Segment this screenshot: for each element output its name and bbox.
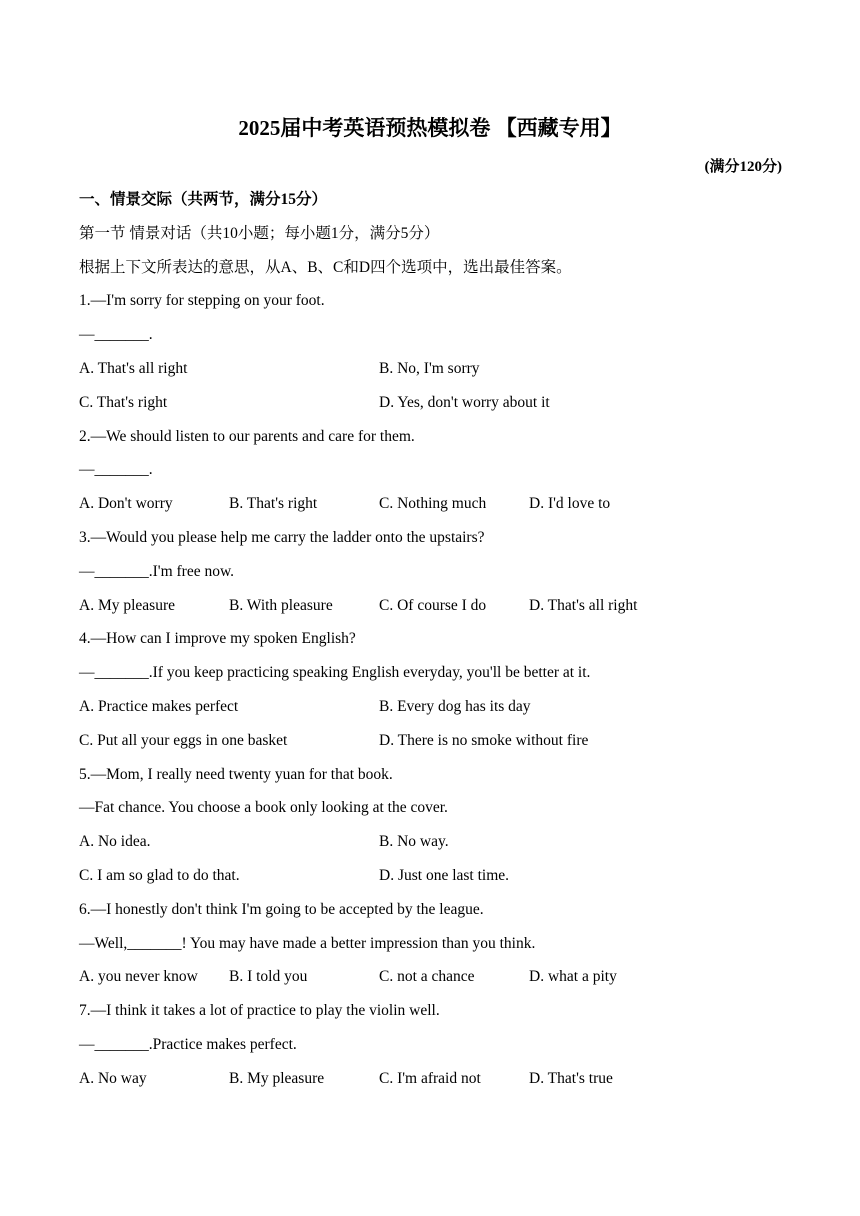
option-b: B. No, I'm sorry xyxy=(379,359,480,377)
option-c: C. I am so glad to do that. xyxy=(79,866,240,884)
option-a: A. No way xyxy=(79,1069,147,1087)
total-score: (满分120分) xyxy=(704,159,782,175)
question-prompt: 5.—Mom, I really need twenty yuan for that book. xyxy=(79,765,393,783)
question-prompt: 6.—I honestly don't think I'm going to be accepted by the league. xyxy=(79,900,484,918)
options-row xyxy=(79,696,799,730)
options-row xyxy=(79,595,799,629)
question-response: —Fat chance. You choose a book only looking at the cover. xyxy=(79,799,448,817)
options-row xyxy=(79,1068,799,1102)
question-response: —_______. xyxy=(79,326,153,344)
options-row xyxy=(79,392,799,426)
option-a: A. Don't worry xyxy=(79,495,173,513)
option-b: B. My pleasure xyxy=(229,1069,325,1087)
option-d: D. That's true xyxy=(529,1069,613,1087)
option-c: C. not a chance xyxy=(379,968,475,986)
part-heading: 第一节 情景对话（共10小题；每小题1分，满分5分） xyxy=(79,224,440,242)
options-row xyxy=(79,966,799,1000)
option-a: A. That's all right xyxy=(79,359,188,377)
question-response: —_______.If you keep practicing speaking English everyday, you'll be better at it. xyxy=(79,664,591,682)
option-d: D. There is no smoke without fire xyxy=(379,731,589,749)
option-a: A. you never know xyxy=(79,968,198,986)
option-b: B. That's right xyxy=(229,495,318,513)
options-row xyxy=(79,831,799,865)
option-b: B. Every dog has its day xyxy=(379,697,531,715)
options-row xyxy=(79,865,799,899)
option-d: D. I'd love to xyxy=(529,495,611,513)
page-title: 2025届中考英语预热模拟卷 【西藏专用】 xyxy=(238,116,622,140)
option-d: D. Yes, don't worry about it xyxy=(379,393,550,411)
option-b: B. No way. xyxy=(379,833,449,851)
options-row xyxy=(79,730,799,764)
option-c: C. That's right xyxy=(79,393,168,411)
option-c: C. Nothing much xyxy=(379,495,487,513)
option-a: A. No idea. xyxy=(79,833,151,851)
option-c: C. I'm afraid not xyxy=(379,1069,481,1087)
section-heading: 一、情景交际（共两节，满分15分） xyxy=(79,191,328,208)
question-prompt: 4.—How can I improve my spoken English? xyxy=(79,630,356,648)
option-a: A. Practice makes perfect xyxy=(79,697,239,715)
option-d: D. what a pity xyxy=(529,968,617,986)
exam-content xyxy=(79,189,799,1102)
question-response: —_______. xyxy=(79,461,153,479)
question-response: —_______.Practice makes perfect. xyxy=(79,1035,297,1053)
option-a: A. My pleasure xyxy=(79,596,175,614)
question-prompt: 7.—I think it takes a lot of practice to play the violin well. xyxy=(79,1002,440,1020)
question-response: —Well,_______! You may have made a better impression than you think. xyxy=(79,934,536,952)
options-row xyxy=(79,493,799,527)
option-d: D. Just one last time. xyxy=(379,866,510,884)
question-response: —_______.I'm free now. xyxy=(79,562,235,580)
option-b: B. I told you xyxy=(229,968,308,986)
option-c: C. Put all your eggs in one basket xyxy=(79,731,288,749)
option-d: D. That's all right xyxy=(529,596,638,614)
question-prompt: 1.—I'm sorry for stepping on your foot. xyxy=(79,292,325,310)
instruction: 根据上下文所表达的意思，从A、B、C和D四个选项中，选出最佳答案。 xyxy=(79,258,572,276)
option-c: C. Of course I do xyxy=(379,596,487,614)
options-row xyxy=(79,358,799,392)
option-b: B. With pleasure xyxy=(229,596,333,614)
question-prompt: 3.—Would you please help me carry the ladder onto the upstairs? xyxy=(79,528,485,546)
question-prompt: 2.—We should listen to our parents and care for them. xyxy=(79,427,415,445)
